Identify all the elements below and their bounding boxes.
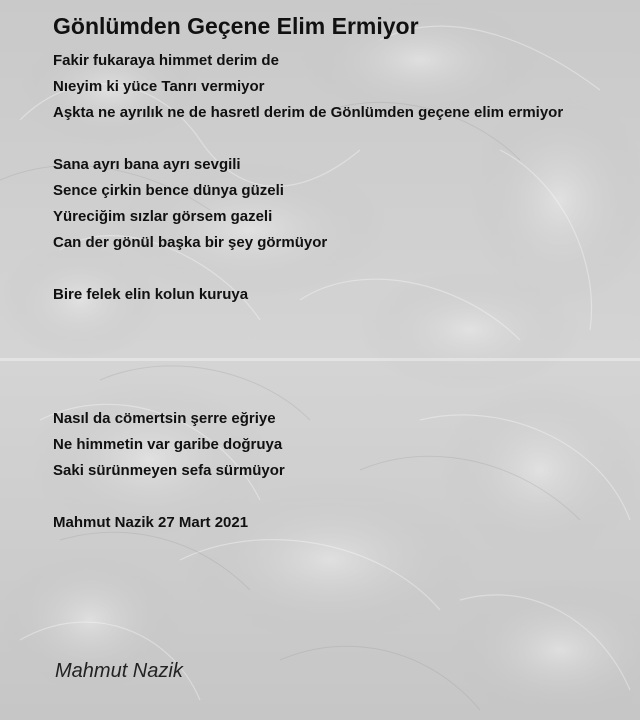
poem-line: Saki sürünmeyen sefa sürmüyor xyxy=(53,462,285,479)
stanza-3 xyxy=(53,282,633,308)
poem-line: Aşkta ne ayrılık ne de hasretl derim de Gönlümden geçene elim ermiyor xyxy=(53,104,564,121)
poem-line: Can der gönül başka bir şey görmüyor xyxy=(53,234,328,251)
poem-line: Sana ayrı bana ayrı sevgili xyxy=(53,156,241,173)
poem-line: Fakir fukaraya himmet derim de xyxy=(53,52,279,69)
author-date-line: Mahmut Nazik 27 Mart 2021 xyxy=(53,514,249,531)
poem-line: Nıeyim ki yüce Tanrı vermiyor xyxy=(53,78,265,95)
poem-line: Sence çirkin bence dünya güzeli xyxy=(53,182,284,199)
poem-content xyxy=(53,10,633,536)
author-date xyxy=(53,510,633,536)
poem-line: Nasıl da cömertsin şerre eğriye xyxy=(53,410,276,427)
poem-title: Gönlümden Geçene Elim Ermiyor xyxy=(53,13,419,39)
poem-line: Bire felek elin kolun kuruya xyxy=(53,286,249,303)
poem-line: Ne himmetin var garibe doğruya xyxy=(53,436,283,453)
stanza-2 xyxy=(53,152,633,256)
poem-line: Yüreciğim sızlar görsem gazeli xyxy=(53,208,273,225)
stanza-1 xyxy=(53,48,633,126)
author-signature: Mahmut Nazik xyxy=(55,660,183,682)
stanza-4 xyxy=(53,406,633,484)
